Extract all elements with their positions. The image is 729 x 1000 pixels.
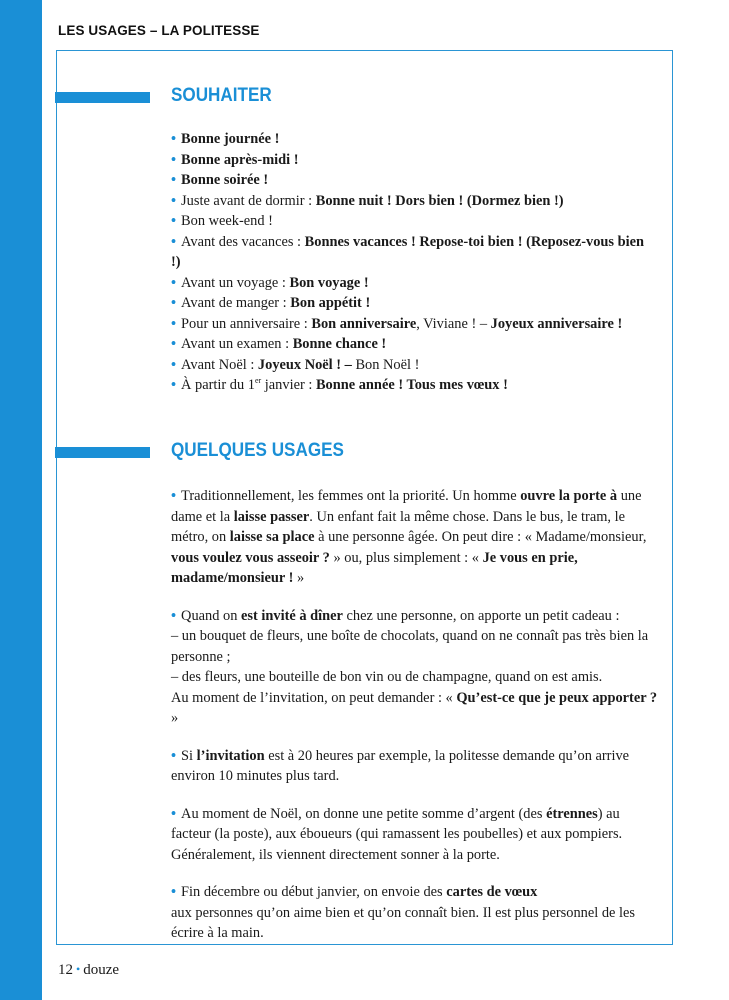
page-word: douze [83, 962, 120, 978]
bold-text: l’invitation [196, 747, 265, 764]
wish-item [171, 129, 651, 150]
text-segment: – des fleurs, une bouteille de bon vin ou de champagne, quand on est amis. [171, 669, 603, 685]
bullet-icon: • [171, 488, 177, 504]
wishes-list [171, 129, 651, 396]
text-segment: » [293, 570, 305, 586]
bold-text: laisse passer [233, 508, 310, 525]
bullet-icon: • [171, 315, 177, 332]
bold-text: Bon voyage ! [289, 274, 369, 291]
bold-text: Bonne nuit ! Dors bien ! (Dormez bien !) [315, 192, 564, 209]
bullet-icon: • [171, 336, 177, 352]
text-segment: Pour un anniversaire : [181, 315, 312, 332]
text-segment: est à 20 heures par exemple, la politesse demande qu’on arrive environ 10 minutes plus tard. [171, 747, 630, 784]
wish-item [171, 355, 651, 376]
bold-text: Bonne chance ! [292, 336, 387, 352]
bold-text: Bon anniversaire [311, 315, 417, 332]
usage-paragraph [171, 804, 659, 866]
text-segment: Avant Noël : [181, 356, 258, 373]
bullet-icon: • [171, 151, 177, 168]
bullet-icon: • [171, 295, 177, 311]
text-segment: Bon week-end ! [181, 213, 273, 229]
usage-paragraph [171, 746, 659, 787]
text-segment: Avant des vacances : [181, 233, 305, 250]
wish-item [171, 273, 651, 294]
text-segment: Au moment de l’invitation, on peut demander : « [171, 689, 457, 706]
bullet-icon: • [171, 172, 177, 188]
bold-text: Bon appétit ! [290, 295, 371, 311]
bullet-icon: • [171, 131, 177, 147]
text-segment: À partir du 1 [181, 377, 255, 393]
wish-item [171, 334, 651, 355]
text-segment: » [171, 710, 179, 726]
bold-text: Bonne après-midi ! [181, 151, 299, 168]
wish-item [171, 314, 651, 335]
bullet-icon: • [171, 356, 177, 373]
wish-item [171, 211, 651, 232]
bullet-icon: • [171, 233, 177, 250]
text-segment: er [254, 376, 262, 386]
usage-paragraph [171, 606, 659, 729]
text-segment: à une personne âgée. On peut dire : « Madame/monsieur, [314, 529, 647, 545]
bold-text: Bonne soirée ! [181, 172, 269, 188]
bold-text: laisse sa place [229, 529, 315, 545]
text-segment: » ou, plus simplement : « [329, 549, 483, 566]
bold-text: Bonne année ! Tous mes vœux ! [315, 377, 508, 393]
text-segment: Avant un voyage : [181, 274, 290, 291]
bold-text: Bonnes vacances ! Repose-toi bien ! (Reposez-vous bien !) [171, 233, 645, 270]
text-segment: Fin décembre ou début janvier, on envoie des [181, 884, 447, 900]
text-segment: Traditionnellement, les femmes ont la priorité. Un homme [181, 488, 521, 504]
wish-item [171, 150, 651, 171]
text-segment: janvier : [261, 377, 316, 393]
wish-item [171, 191, 651, 212]
bold-text: Joyeux Noël ! – [257, 356, 356, 373]
text-segment: aux personnes qu’on aime bien et qu’on connaît bien. Il est plus personnel de les écrire à la main. [171, 904, 635, 941]
bold-text: étrennes [546, 805, 598, 822]
text-segment: Au moment de Noël, on donne une petite somme d’argent (des [181, 805, 547, 822]
bold-text: cartes de vœux [446, 884, 538, 900]
bold-text: Qu’est-ce que je peux apporter ? [456, 689, 658, 706]
bold-text: Bonne journée ! [181, 131, 280, 147]
bullet-icon: • [171, 192, 177, 209]
usage-paragraph [171, 486, 659, 589]
section-title-souhaiter: SOUHAITER [171, 85, 272, 106]
bullet-icon: • [171, 747, 177, 764]
wish-item [171, 170, 651, 191]
text-segment: – un bouquet de fleurs, une boîte de chocolats, quand on ne connaît pas très bien la personne ; [171, 628, 649, 665]
section-marker-bar [55, 92, 150, 103]
text-segment: Juste avant de dormir : [181, 192, 316, 209]
text-segment: , Viviane ! – [416, 315, 491, 332]
text-segment: Quand on [181, 607, 241, 624]
bullet-icon: • [171, 377, 177, 393]
text-segment: Avant de manger : [181, 295, 291, 311]
wish-item [171, 232, 651, 273]
left-color-band [0, 0, 42, 1000]
bullet-icon: • [171, 607, 177, 624]
page-number: 12 [58, 962, 73, 978]
section-marker-bar [55, 447, 150, 458]
wish-item [171, 293, 651, 314]
text-segment: chez une personne, on apporte un petit cadeau : [342, 607, 620, 624]
text-segment: . Un enfant fait la même chose. Dans le bus, le tram, le métro, on [171, 508, 625, 545]
bullet-icon: • [171, 274, 177, 291]
bullet-icon: • [171, 805, 177, 822]
page-footer [58, 962, 119, 979]
bold-text: ouvre la porte à [520, 488, 618, 504]
text-segment: Bon Noël ! [355, 356, 420, 373]
usage-paragraph [171, 882, 659, 944]
footer-bullet: • [76, 962, 81, 976]
bold-text: Je vous en prie, madame/monsieur ! [171, 549, 578, 586]
text-segment: ) au facteur (la poste), aux éboueurs (qui ramassent les poubelles) et aux pompiers. Généralement, ils viennent directement sonner à la porte. [171, 805, 623, 863]
wish-item [171, 375, 651, 396]
bullet-icon: • [171, 213, 177, 229]
bold-text: est invité à dîner [241, 607, 343, 624]
section-title-quelques-usages: QUELQUES USAGES [171, 440, 344, 461]
text-segment: Avant un examen : [181, 336, 293, 352]
running-head: LES USAGES – LA POLITESSE [58, 23, 260, 38]
text-segment: Si [181, 747, 197, 764]
usages-text [171, 486, 659, 961]
bullet-icon: • [171, 884, 177, 900]
bold-text: Joyeux anniversaire ! [490, 315, 623, 332]
text-segment: une dame et la [171, 488, 642, 525]
bold-text: vous voulez vous asseoir ? [171, 549, 330, 566]
